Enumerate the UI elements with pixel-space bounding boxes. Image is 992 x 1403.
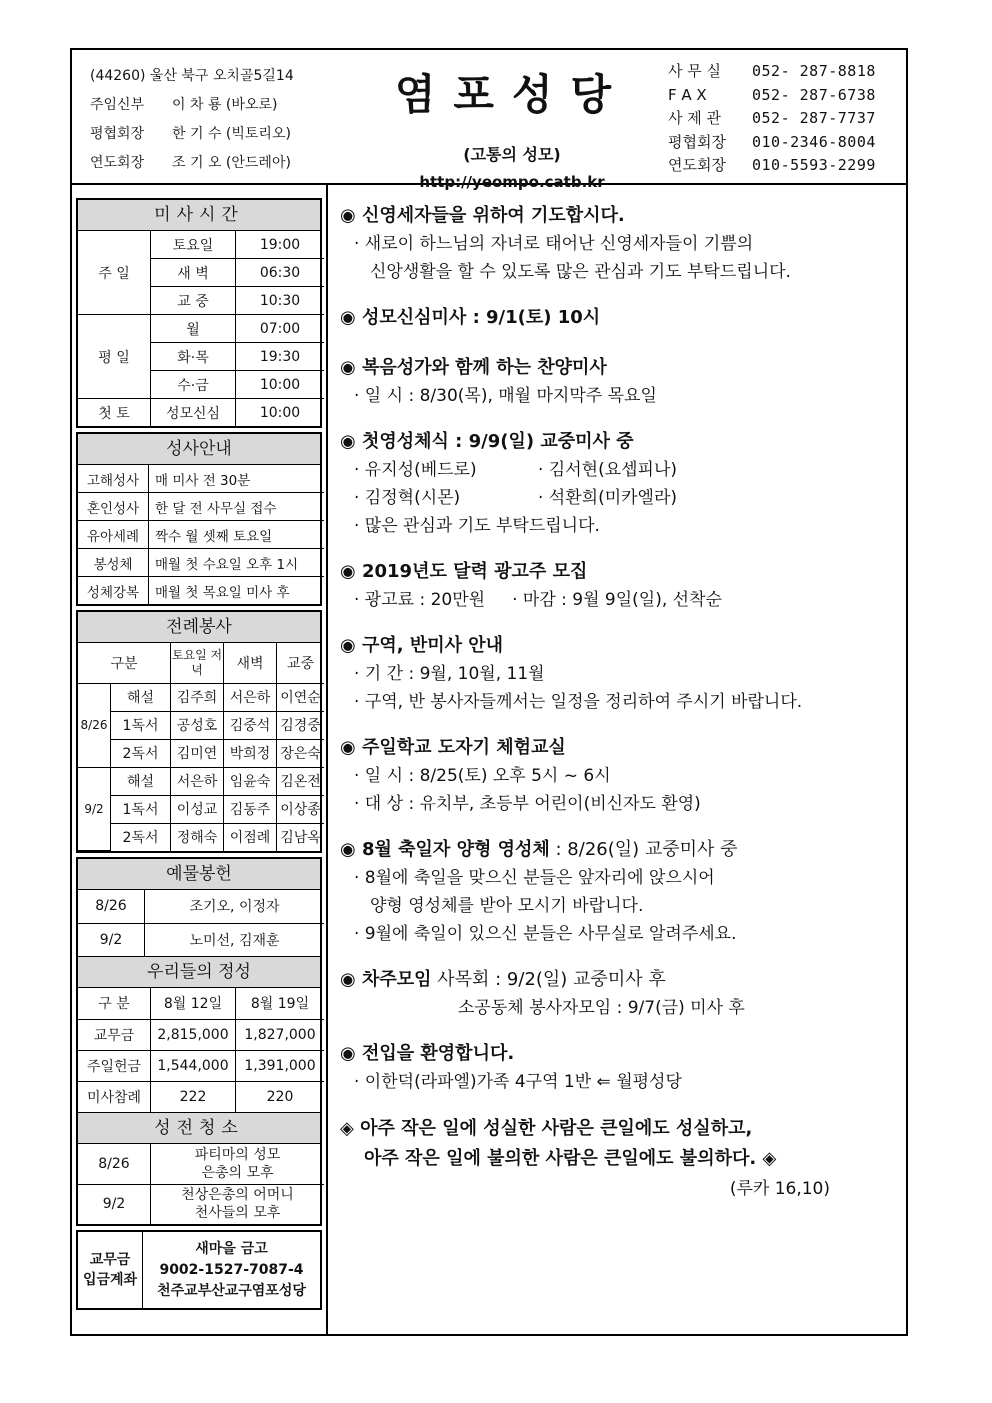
notice-item xyxy=(340,354,900,410)
liturgy-person: 김미연 xyxy=(171,739,224,767)
notice-heading: ◉ 첫영성체식 : 9/9(일) 교중미사 중 xyxy=(340,431,634,452)
mass-time: 10:00 xyxy=(236,399,325,427)
sacrament-desc: 짝수 월 셋째 토요일 xyxy=(149,521,325,549)
cleaning-group: 천사들의 모후 xyxy=(194,1205,281,1222)
liturgy-col: 토요일 저녁 xyxy=(171,643,224,683)
quote-source: (루카 16,10) xyxy=(729,1179,830,1199)
notice-heading: ◉ 구역, 반미사 안내 xyxy=(340,635,504,656)
notice-item xyxy=(340,428,900,540)
mass-day: 화·목 xyxy=(151,343,236,371)
notice-item xyxy=(340,836,900,948)
liturgy-person: 김주희 xyxy=(171,683,224,711)
offering-date: 9/2 xyxy=(78,923,145,956)
yeondo-label: 연도회장 xyxy=(90,155,145,171)
notice-line: · 9월에 축일이 있으신 분들은 사무실로 알려주세요. xyxy=(354,924,737,944)
notice-heading: ◉ 성모신심미사 : 9/1(토) 10시 xyxy=(340,307,601,328)
header-title-block xyxy=(392,56,632,191)
contact-label: 사 무 실 xyxy=(668,62,722,80)
mass-time: 19:00 xyxy=(236,231,325,259)
liturgy-person: 임윤숙 xyxy=(224,767,277,795)
sacrament-desc: 한 달 전 사무실 접수 xyxy=(149,493,325,521)
offering-heading: 예물봉헌 xyxy=(78,859,320,890)
sacrament-name: 성체강복 xyxy=(78,577,149,605)
liturgy-person: 서은하 xyxy=(224,683,277,711)
contact-value: 052- 287-7737 xyxy=(752,109,876,127)
offering-names: 노미선, 김재훈 xyxy=(145,923,325,956)
cleaning-group: 은총의 모후 xyxy=(201,1164,274,1181)
liturgy-person: 이성교 xyxy=(171,795,224,823)
account-label-2: 입금계좌 xyxy=(82,1272,138,1288)
notice-line xyxy=(340,484,900,512)
contacts xyxy=(668,60,876,178)
sacrament-name: 고해성사 xyxy=(78,465,149,493)
contact-value: 010-5593-2299 xyxy=(752,156,876,174)
sacrament-name: 봉성체 xyxy=(78,549,149,577)
header xyxy=(72,50,906,191)
contact-label: F A X xyxy=(668,85,707,104)
account-number: 9002-1527-7087-4 xyxy=(159,1261,304,1278)
finance-label: 교무금 xyxy=(78,1019,151,1050)
sacraments-table xyxy=(78,465,324,604)
yeondo-name: 조 기 오 (안드레아) xyxy=(172,155,291,171)
finance-heading: 우리들의 정성 xyxy=(78,956,320,988)
contact-value: 052- 287-6738 xyxy=(752,85,876,104)
liturgy-person: 장은숙 xyxy=(277,739,324,767)
liturgy-heading: 전례봉사 xyxy=(78,612,320,643)
finance-label: 미사참례 xyxy=(78,1081,151,1112)
liturgy-person: 김남옥 xyxy=(277,823,324,851)
offering-date: 8/26 xyxy=(78,890,145,923)
notice-item xyxy=(340,966,900,1022)
notice-item xyxy=(340,734,900,818)
notice-heading-detail: : 8/26(일) 교중미사 중 xyxy=(549,839,738,860)
sacrament-desc: 매월 첫 목요일 미사 후 xyxy=(149,577,325,605)
sidebar xyxy=(76,198,322,1310)
mass-day: 새 벽 xyxy=(151,259,236,287)
liturgy-person: 공성호 xyxy=(171,711,224,739)
bulletin-page xyxy=(70,48,908,1336)
mass-times-box xyxy=(76,198,322,428)
contact-row xyxy=(668,60,876,84)
liturgy-person: 박희정 xyxy=(224,739,277,767)
liturgy-col: 구분 xyxy=(78,643,171,683)
council-name: 한 기 수 (빅토리오) xyxy=(172,126,291,142)
liturgy-person: 이연순 xyxy=(277,683,324,711)
first-sat-label: 첫 토 xyxy=(78,399,151,427)
notice-line: · 일 시 : 8/25(토) 오후 5시 ~ 6시 xyxy=(354,766,611,786)
priest-name: 이 차 룡 (바오로) xyxy=(172,97,278,113)
notice-line: · 일 시 : 8/30(목), 매월 마지막주 목요일 xyxy=(354,386,657,406)
communicant: · 김서현(요셉피나) xyxy=(538,460,678,480)
notice-line: · 8월에 축일을 맞으신 분들은 앞자리에 앉으시어 xyxy=(354,868,715,888)
notice-line: 신앙생활을 할 수 있도록 많은 관심과 기도 부탁드립니다. xyxy=(370,262,791,282)
account-holder: 천주교부산교구염포성당 xyxy=(157,1282,306,1299)
finance-label: 주일헌금 xyxy=(78,1050,151,1081)
address: (44260) 울산 북구 오치골5길14 xyxy=(90,68,294,84)
finance-table xyxy=(78,988,324,1112)
liturgy-box xyxy=(76,610,322,853)
finance-col: 8월 19일 xyxy=(236,988,325,1019)
notice-item xyxy=(340,304,900,332)
notice-line: · 기 간 : 9월, 10월, 11월 xyxy=(354,664,545,684)
notice-heading: ◉ 주일학교 도자기 체험교실 xyxy=(340,737,566,758)
liturgy-person: 김동주 xyxy=(224,795,277,823)
liturgy-date: 9/2 xyxy=(78,767,111,851)
liturgy-person: 정해숙 xyxy=(171,823,224,851)
notice-line: · 광고료 : 20만원 · 마감 : 9월 9일(일), 선착순 xyxy=(354,590,722,610)
contact-label: 연도회장 xyxy=(668,156,726,174)
mass-time: 06:30 xyxy=(236,259,325,287)
account-label xyxy=(78,1232,143,1308)
communicant: · 유지성(베드로) xyxy=(354,460,477,480)
website-link[interactable]: http://yeompo.catb.kr xyxy=(419,173,605,191)
sacraments-box xyxy=(76,432,322,606)
notice-line: · 구역, 반 봉사자들께서는 일정을 정리하여 주시기 바랍니다. xyxy=(354,692,803,712)
contact-label: 평협회장 xyxy=(668,132,726,151)
contact-value: 010-2346-8004 xyxy=(752,132,876,151)
account-info xyxy=(143,1232,320,1308)
liturgy-col: 새벽 xyxy=(224,643,277,683)
subtitle: (고통의 성모) xyxy=(463,145,561,164)
notice-heading: ◉ 8월 축일자 양형 영성체 xyxy=(340,839,550,860)
mass-time: 07:00 xyxy=(236,315,325,343)
notice-item xyxy=(340,632,900,716)
liturgy-date: 8/26 xyxy=(78,683,111,767)
sunday-label: 주 일 xyxy=(78,231,151,315)
liturgy-person: 김경중 xyxy=(277,711,324,739)
finance-value: 1,544,000 xyxy=(151,1050,236,1081)
mass-day: 월 xyxy=(151,315,236,343)
liturgy-person: 김중석 xyxy=(224,711,277,739)
finance-value: 220 xyxy=(236,1081,325,1112)
notices xyxy=(340,202,900,1204)
mass-heading: 미사시간 xyxy=(78,200,320,231)
notice-line: 양형 영성체를 받아 모시기 바랍니다. xyxy=(370,896,644,916)
mass-day: 수·금 xyxy=(151,371,236,399)
communicant: · 김정혁(시몬) xyxy=(354,488,461,508)
liturgy-person: 김온전 xyxy=(277,767,324,795)
mass-table xyxy=(78,231,324,426)
sacrament-name: 혼인성사 xyxy=(78,493,149,521)
account-label-1: 교무금 xyxy=(89,1252,131,1268)
column-divider xyxy=(326,183,328,1336)
mass-day: 교 중 xyxy=(151,287,236,315)
account-box xyxy=(76,1230,322,1310)
notice-item xyxy=(340,558,900,614)
finance-value: 1,391,000 xyxy=(236,1050,325,1081)
liturgy-person: 이상종 xyxy=(277,795,324,823)
contact-row xyxy=(668,154,876,178)
cleaning-group: 천상은총의 어머니 xyxy=(181,1187,294,1204)
notice-item xyxy=(340,202,900,286)
notice-heading: ◉ 차주모임 xyxy=(340,969,432,990)
communicant: · 석환희(미카엘라) xyxy=(538,488,678,508)
sacrament-desc: 매월 첫 수요일 오후 1시 xyxy=(149,549,325,577)
notice-heading: ◉ 복음성가와 함께 하는 찬양미사 xyxy=(340,357,607,378)
notice-heading-detail: 사목회 : 9/2(일) 교중미사 후 xyxy=(431,969,666,990)
account-bank: 새마을 금고 xyxy=(195,1240,268,1257)
liturgy-role: 2독서 xyxy=(111,739,171,767)
sacrament-desc: 매 미사 전 30분 xyxy=(149,465,325,493)
weekday-label: 평 일 xyxy=(78,315,151,399)
page-title: 염포성당 xyxy=(394,70,630,119)
sacraments-heading: 성사안내 xyxy=(78,434,320,465)
quote-line: 아주 작은 일에 불의한 사람은 큰일에도 불의하다. ◈ xyxy=(364,1148,777,1169)
notice-line: · 새로이 하느님의 자녀로 태어난 신영세자들이 기쁨의 xyxy=(354,234,754,254)
liturgy-col: 교중 xyxy=(277,643,324,683)
offering-finance-cleaning-box xyxy=(76,857,322,1226)
header-info xyxy=(90,62,294,178)
cleaning-group: 파티마의 성모 xyxy=(194,1146,281,1163)
notice-heading: ◉ 2019년도 달력 광고주 모집 xyxy=(340,561,588,582)
finance-value: 1,827,000 xyxy=(236,1019,325,1050)
contact-label: 사 제 관 xyxy=(668,109,722,127)
mass-day: 토요일 xyxy=(151,231,236,259)
liturgy-role: 2독서 xyxy=(111,823,171,851)
contact-row xyxy=(668,107,876,131)
mass-time: 10:30 xyxy=(236,287,325,315)
cleaning-heading: 성전청소 xyxy=(78,1112,320,1144)
contact-row xyxy=(668,131,876,155)
liturgy-table xyxy=(78,643,324,851)
offering-names: 조기오, 이정자 xyxy=(145,890,325,923)
offering-table xyxy=(78,890,324,956)
notice-heading: ◉ 신영세자들을 위하여 기도합시다. xyxy=(340,205,625,226)
notice-line: · 많은 관심과 기도 부탁드립니다. xyxy=(354,516,600,536)
contact-value: 052- 287-8818 xyxy=(752,62,876,80)
finance-col: 구 분 xyxy=(78,988,151,1019)
liturgy-role: 해설 xyxy=(111,683,171,711)
notice-line: · 대 상 : 유치부, 초등부 어린이(비신자도 환영) xyxy=(354,794,701,814)
mass-time: 10:00 xyxy=(236,371,325,399)
priest-label: 주임신부 xyxy=(90,97,145,113)
finance-value: 222 xyxy=(151,1081,236,1112)
liturgy-person: 서은하 xyxy=(171,767,224,795)
mass-time: 19:30 xyxy=(236,343,325,371)
liturgy-role: 해설 xyxy=(111,767,171,795)
finance-col: 8월 12일 xyxy=(151,988,236,1019)
notice-heading: ◉ 전입을 환영합니다. xyxy=(340,1043,515,1064)
notice-line: · 이한덕(라파엘)가족 4구역 1반 ⇐ 월평성당 xyxy=(354,1072,682,1092)
cleaning-table xyxy=(78,1144,324,1224)
liturgy-role: 1독서 xyxy=(111,711,171,739)
quote-line: ◈ 아주 작은 일에 성실한 사람은 큰일에도 성실하고, xyxy=(340,1118,753,1139)
sacrament-name: 유아세례 xyxy=(78,521,149,549)
scripture-quote xyxy=(340,1114,900,1204)
notice-line: 소공동체 봉사자모임 : 9/7(금) 미사 후 xyxy=(458,998,745,1018)
contact-row xyxy=(668,84,876,108)
cleaning-date: 8/26 xyxy=(78,1144,151,1184)
cleaning-date: 9/2 xyxy=(78,1184,151,1224)
notice-line xyxy=(340,456,900,484)
council-label: 평협회장 xyxy=(90,126,145,142)
finance-value: 2,815,000 xyxy=(151,1019,236,1050)
liturgy-person: 이점례 xyxy=(224,823,277,851)
liturgy-role: 1독서 xyxy=(111,795,171,823)
mass-day: 성모신심 xyxy=(151,399,236,427)
notice-item xyxy=(340,1040,900,1096)
